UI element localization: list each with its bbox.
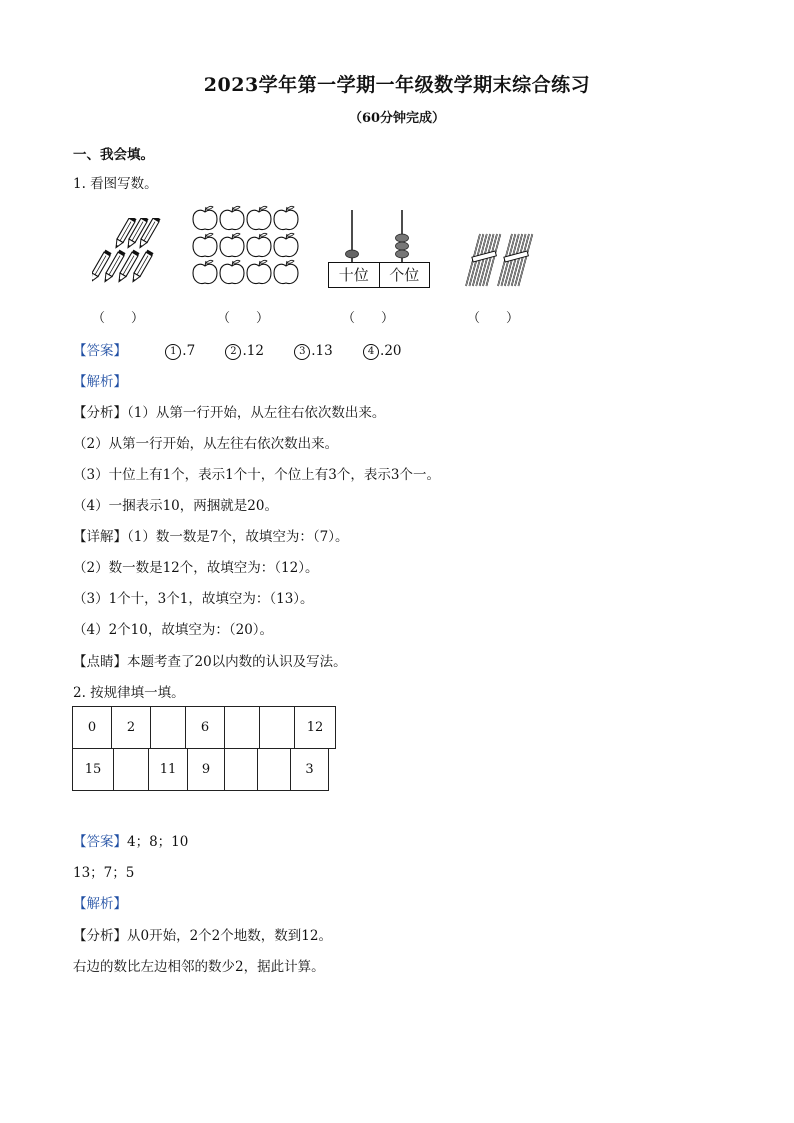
fenxi-line: （4）一捆表示10，两捆就是20。 [73, 498, 278, 514]
question-2-label: 2. 按规律填一填。 [73, 685, 185, 701]
xiangjie-line: （3）1个十，3个1，故填空为：（13）。 [73, 591, 314, 607]
xiangjie-line: （2）数一数是12个，故填空为：（12）。 [73, 560, 319, 576]
stick-bundles-figure [462, 232, 542, 290]
apple-icon [274, 206, 298, 229]
xiangjie-text: （1）数一数是7个，故填空为：（7）。 [127, 529, 349, 545]
apple-icon [247, 206, 271, 229]
seq-cell-blank [151, 707, 186, 749]
seq-cell: 2 [112, 707, 151, 749]
seq-cell-blank [225, 749, 258, 791]
fenxi-text: （1）从第一行开始，从左往右依次数出来。 [127, 405, 386, 421]
xiangjie-tag: 【详解】 [73, 529, 127, 545]
pencil-row-top [113, 218, 161, 249]
q1-answer [73, 339, 428, 360]
circled-number: 1 [165, 344, 181, 360]
section-heading: 一、我会填。 [73, 147, 154, 163]
seq-cell-blank [260, 707, 295, 749]
seq-cell-blank [114, 749, 149, 791]
answer-text: 4；8；10 [127, 834, 189, 850]
abacus-rods [328, 208, 430, 263]
circled-number: 2 [225, 344, 241, 360]
answer-item [363, 343, 401, 359]
apple-icon [220, 206, 244, 229]
apple-grid [193, 206, 298, 283]
xiangjie-line [73, 525, 349, 545]
apple-icon [220, 233, 244, 256]
answer-value: .7 [182, 343, 196, 359]
apple-icon [247, 233, 271, 256]
page-title: 2023学年第一学期一年级数学期末综合练习 [203, 74, 591, 96]
answer-item [225, 343, 263, 359]
seq-cell: 15 [73, 749, 114, 791]
pencils-figure [92, 218, 164, 290]
seq-cell: 11 [149, 749, 188, 791]
answer-blank: （ ） [467, 311, 520, 326]
fenxi-text: 从0开始，2个2个地数，数到12。 [127, 928, 332, 944]
answer-value: .13 [311, 343, 333, 359]
q2-answer-line [73, 830, 188, 850]
apple-icon [274, 260, 298, 283]
page-subtitle: （60分钟完成） [348, 111, 446, 126]
sequence-table-row1 [72, 706, 336, 749]
stick-bundle [466, 234, 500, 286]
abacus-figure [328, 208, 430, 288]
q2-answer-line: 13；7；5 [73, 865, 135, 881]
seq-cell: 9 [188, 749, 225, 791]
fenxi-line [73, 924, 332, 944]
answer-item [165, 343, 195, 359]
apple-icon [193, 260, 217, 283]
fenxi-tag: 【分析】 [73, 405, 127, 421]
fenxi-tag: 【分析】 [73, 928, 127, 944]
fenxi-line [73, 401, 385, 421]
answer-item [294, 343, 332, 359]
tens-place-label: 十位 [329, 263, 380, 287]
answer-blank: （ ） [342, 311, 395, 326]
seq-cell: 3 [291, 749, 329, 791]
jiexi-tag: 【解析】 [73, 896, 127, 912]
apple-icon [193, 206, 217, 229]
seq-cell: 0 [73, 707, 112, 749]
dianjing-text: 本题考查了20以内数的认识及写法。 [127, 654, 347, 670]
jiexi-tag: 【解析】 [73, 374, 127, 390]
pencil-row-bottom [92, 250, 154, 284]
answer-tag: 【答案】 [73, 834, 127, 850]
answer-value: .20 [380, 343, 402, 359]
seq-cell-blank [225, 707, 260, 749]
apples-figure [192, 205, 300, 289]
answer-tag: 【答案】 [73, 343, 127, 359]
circled-number: 3 [294, 344, 310, 360]
question-1-label: 1. 看图写数。 [73, 176, 158, 192]
apple-icon [274, 233, 298, 256]
answer-blank: （ ） [92, 311, 145, 326]
seq-cell-blank [258, 749, 291, 791]
stick-bundle [498, 234, 532, 286]
apple-icon [247, 260, 271, 283]
abacus-base [328, 262, 430, 288]
dianjing-line [73, 650, 347, 670]
circled-number: 4 [363, 344, 379, 360]
apple-icon [220, 260, 244, 283]
ones-place-label: 个位 [389, 266, 420, 284]
fenxi-line: （2）从第一行开始，从左往右依次数出来。 [73, 436, 339, 452]
fenxi-line: （3）十位上有1个，表示1个十，个位上有3个，表示3个一。 [73, 467, 440, 483]
seq-cell: 6 [186, 707, 225, 749]
answer-blank: （ ） [217, 311, 270, 326]
apple-icon [193, 233, 217, 256]
xiangjie-line: （4）2个10，故填空为：（20）。 [73, 622, 274, 638]
answer-value: .12 [242, 343, 264, 359]
dianjing-tag: 【点睛】 [73, 654, 127, 670]
sequence-table-row2 [72, 748, 329, 791]
fenxi-line: 右边的数比左边相邻的数少2，据此计算。 [73, 959, 325, 975]
seq-cell: 12 [295, 707, 336, 749]
